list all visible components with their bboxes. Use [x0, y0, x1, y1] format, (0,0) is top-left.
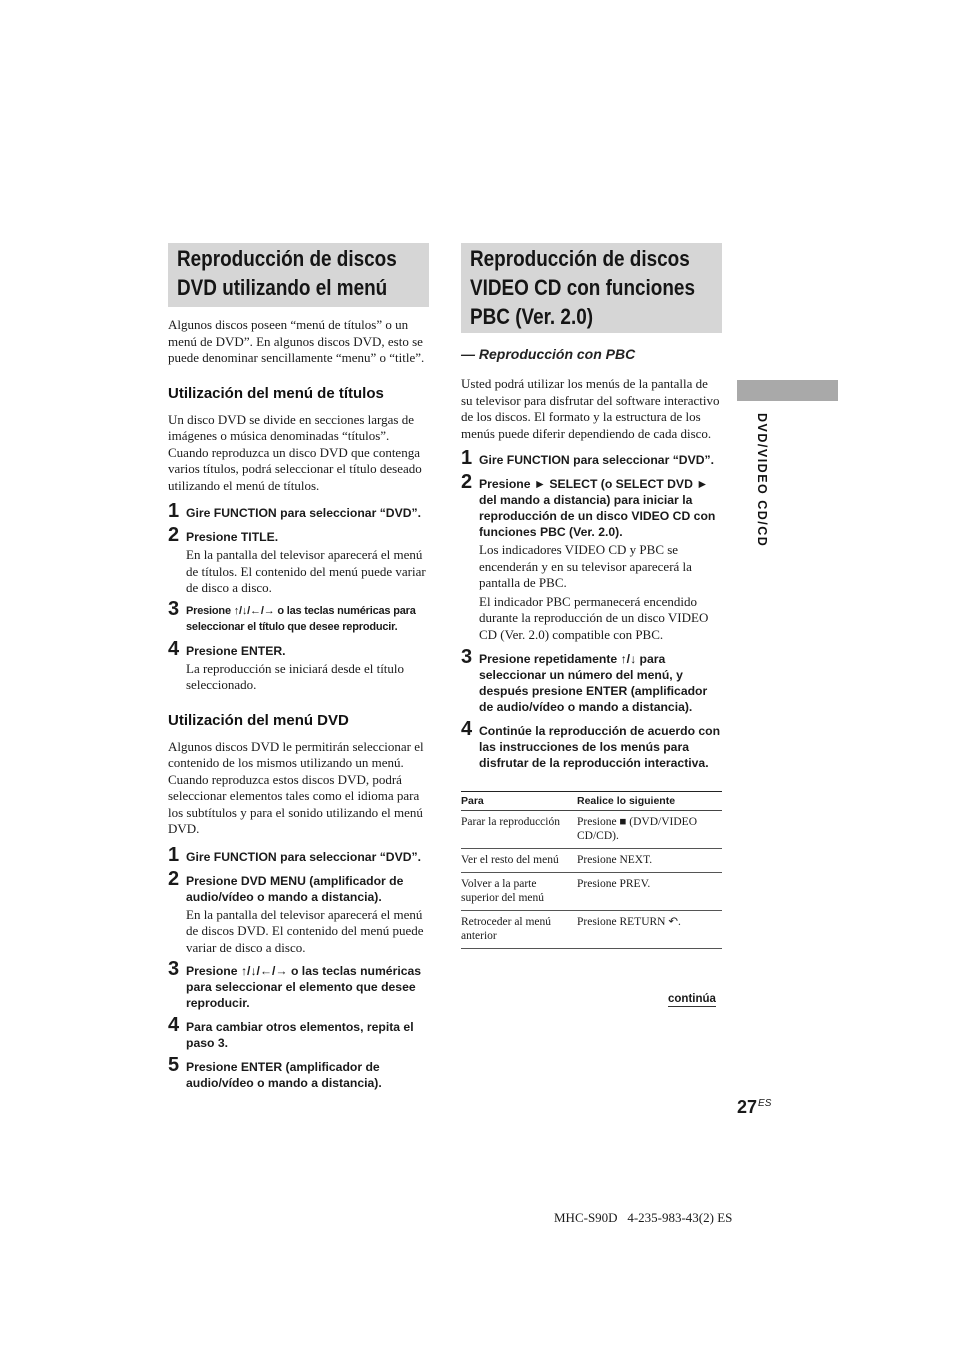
table-header-cell: Para [461, 792, 577, 811]
right-intro: Usted podrá utilizar los menús de la pantalla de su televisor para disfrutar del software interactivo de los discos. El formato y la estructura de los menús puede diferir dependiendo de cada disco. [461, 376, 720, 441]
step-number: 1 [461, 447, 473, 469]
step-detail: En la pantalla del televisor aparecerá el menú de títulos. El contenido del menú puede variar de disco a disco. [186, 547, 426, 595]
step-number: 4 [461, 718, 473, 740]
table-cell: Presione RETURN ↶. [577, 911, 722, 949]
page-number [737, 1097, 771, 1118]
step-number: 3 [168, 597, 180, 620]
model-footer: MHC-S90D 4-235-983-43(2) ES [554, 1210, 733, 1225]
step-number: 2 [461, 471, 473, 493]
left-column [168, 243, 429, 1091]
page-language-suffix: ES [758, 1098, 772, 1109]
step-item [461, 718, 722, 771]
right-title: Reproducción de discos VIDEO CD con funciones PBC (Ver. 2.0) [470, 246, 695, 329]
step-instruction: Continúe la reproducción de acuerdo con las instrucciones de los menús para disfrutar de la reproducción interactiva. [479, 724, 721, 770]
section-tab-marker [737, 380, 838, 401]
step-detail: Los indicadores VIDEO CD y PBC se encenderán y en su televisor aparecerá la pantalla de PBC. [479, 542, 692, 590]
left-title: Reproducción de discos DVD utilizando el menú [177, 246, 397, 300]
step-item [168, 958, 429, 1011]
titles-menu-intro: Un disco DVD se divide en secciones largas de imágenes o música denominadas “títulos”. Cuando reproduzca un disco DVD que contenga varios títulos, podrá seleccionar el título deseado utilizando el menú de títulos. [168, 411, 422, 493]
table-header-cell: Realice lo siguiente [577, 792, 722, 811]
step-instruction: Presione DVD MENU (amplificador de audio/vídeo o mando a distancia). [186, 873, 404, 904]
continued-label: continúa [668, 993, 716, 1005]
right-title-box [461, 243, 722, 333]
step-number: 2 [168, 524, 180, 546]
step-detail: En la pantalla del televisor aparecerá el menú de discos DVD. El contenido del menú puede variar de disco a disco. [186, 906, 424, 955]
step-instruction: Gire FUNCTION para seleccionar “DVD”. [186, 506, 422, 520]
step-item [461, 471, 722, 643]
step-item [461, 447, 722, 469]
step-instruction: Presione repetidamente ↑/↓ para seleccionar un número del menú, y después presione ENTER (amplificador de audio/vídeo o mando a distancia). [479, 652, 708, 714]
step-instruction: Gire FUNCTION para seleccionar “DVD”. [479, 453, 715, 467]
step-number: 1 [168, 843, 180, 866]
table-cell: Presione PREV. [577, 873, 722, 911]
step-detail: La reproducción se iniciará desde el título seleccionado. [186, 660, 405, 692]
table-cell: Presione ■ (DVD/VIDEO CD/CD). [577, 811, 722, 849]
step-number: 4 [168, 637, 180, 660]
table-cell: Ver el resto del menú [461, 849, 577, 873]
step-item [168, 1014, 429, 1051]
step-instruction: Presione ENTER. [186, 643, 286, 658]
table-row [461, 873, 722, 911]
section-heading-dvd-menu: Utilización del menú DVD [168, 711, 349, 729]
table-cell: Retroceder al menú anterior [461, 911, 577, 949]
left-title-box [168, 243, 429, 307]
step-item [168, 500, 429, 522]
step-instruction: Presione TITLE. [186, 530, 279, 544]
step-instruction: Para cambiar otros elementos, repita el paso 3. [186, 1020, 414, 1050]
step-instruction: Gire FUNCTION para seleccionar “DVD”. [186, 849, 422, 864]
dvd-menu-intro: Algunos discos DVD le permitirán seleccionar el contenido de los mismos utilizando un menú. Cuando reproduzca estos discos DVD, podrá seleccionar elementos tales como el idioma para los subtítulos y para el sonido utilizando el menú DVD. [168, 738, 424, 836]
step-number: 4 [168, 1014, 180, 1036]
section-tab-label: DVD/VIDEO CD/CD [755, 413, 769, 548]
step-item [461, 646, 722, 715]
step-instruction: Presione ENTER (amplificador de audio/vídeo o mando a distancia). [186, 1060, 382, 1090]
left-intro: Algunos discos poseen “menú de títulos” o un menú de DVD”. En algunos discos DVD, esto se puede denominar sencillamente “menu” o “title”. [168, 317, 425, 365]
step-number: 1 [168, 500, 180, 522]
step-detail: El indicador PBC permanecerá encendido durante la reproducción de un disco VIDEO CD (Ver. 2.0) compatible con PBC. [479, 593, 709, 642]
right-subtitle: — Reproducción con PBC [461, 346, 636, 362]
operations-table [461, 791, 722, 949]
step-item [168, 1054, 429, 1091]
step-number: 3 [168, 958, 180, 980]
table-cell: Volver a la parte superior del menú [461, 873, 577, 911]
step-item [168, 867, 429, 957]
step-item [168, 524, 429, 597]
step-instruction: Presione ► SELECT (o SELECT DVD ► del mando a distancia) para iniciar la reproducción de un disco VIDEO CD con funciones PBC (Ver. 2.0). [479, 477, 716, 539]
table-cell: Presione NEXT. [577, 849, 722, 873]
table-row [461, 911, 722, 949]
step-number: 2 [168, 867, 180, 890]
step-number: 3 [461, 646, 473, 668]
page-number-value: 27 [737, 1097, 758, 1117]
step-instruction: Presione ↑/↓/←/→ o las teclas numéricas para seleccionar el elemento que desee reproducir. [186, 964, 422, 1010]
step-number: 5 [168, 1054, 180, 1076]
step-item [168, 843, 429, 866]
right-column [461, 243, 722, 949]
table-cell: Parar la reproducción [461, 811, 577, 849]
table-row [461, 849, 722, 873]
table-header-row [461, 792, 722, 811]
step-item [168, 597, 429, 635]
section-heading-titles-menu: Utilización del menú de títulos [168, 384, 384, 402]
step-instruction: Presione ↑/↓/←/→ o las teclas numéricas para seleccionar el título que desee reproducir. [186, 604, 416, 633]
table-row [461, 811, 722, 849]
step-item [168, 637, 429, 694]
